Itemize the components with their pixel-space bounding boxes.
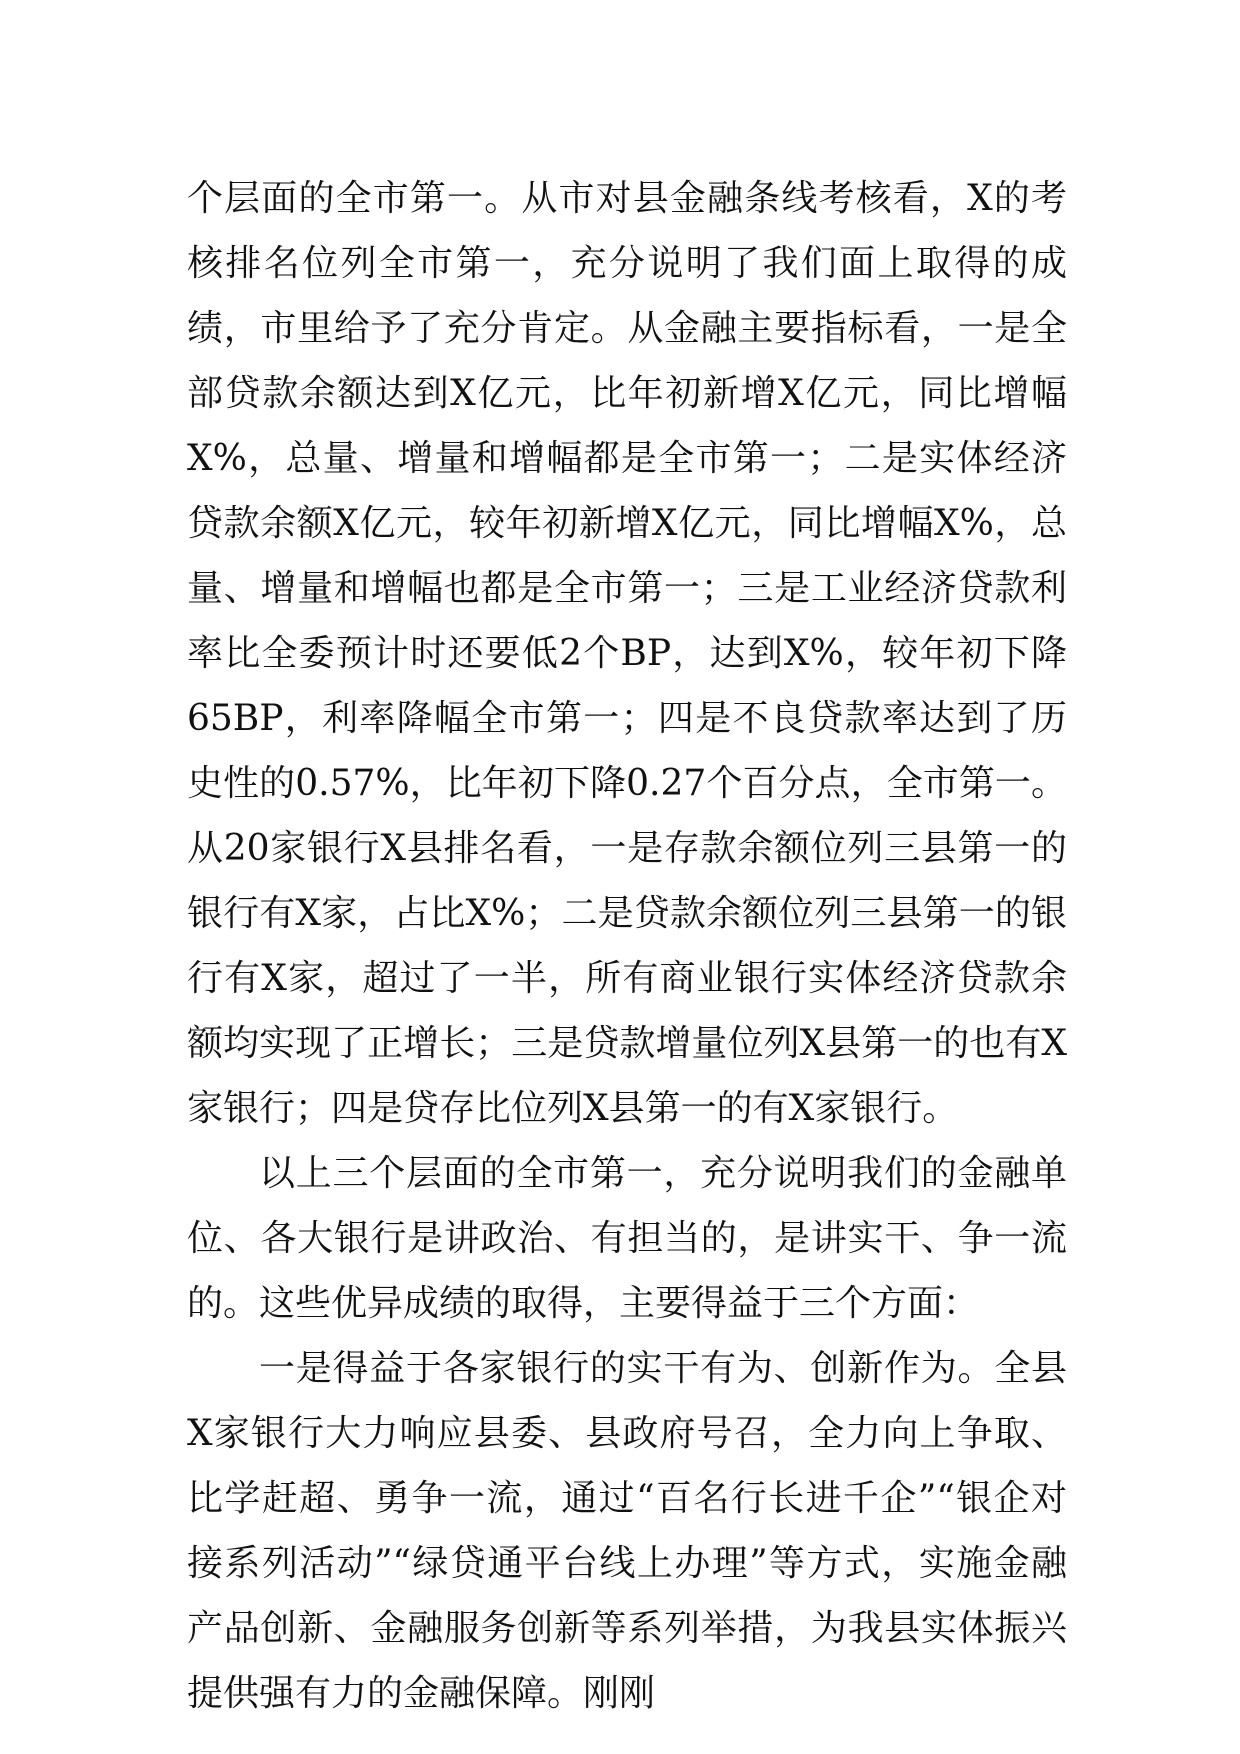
paragraph-2: 以上三个层面的全市第一，充分说明我们的金融单位、各大银行是讲政治、有担当的，是讲实干、争一流的。这些优异成绩的取得，主要得益于三个方面： <box>187 1153 1067 1324</box>
document-body <box>187 166 1067 1726</box>
paragraph-1: 个层面的全市第一。从市对县金融条线考核看，X的考核排名位列全市第一，充分说明了我们面上取得的成绩，市里给予了充分肯定。从金融主要指标看，一是全部贷款余额达到X亿元，比年初新增X亿元，同比增幅X%，总量、增量和增幅都是全市第一；二是实体经济贷款余额X亿元，较年初新增X亿元，同比增幅X%，总量、增量和增幅也都是全市第一；三是工业经济贷款利率比全委预计时还要低2个BP，达到X%，较年初下降65BP，利率降幅全市第一；四是不良贷款率达到了历史性的0.57%，比年初下降0.27个百分点，全市第一。从20家银行X县排名看，一是存款余额位列三县第一的银行有X家，占比X%；二是贷款余额位列三县第一的银行有X家，超过了一半，所有商业银行实体经济贷款余额均实现了正增长；三是贷款增量位列X县第一的也有X家银行；四是贷存比位列X县第一的有X家银行。 <box>187 178 1067 1129</box>
paragraph-3: 一是得益于各家银行的实干有为、创新作为。全县X家银行大力响应县委、县政府号召，全力向上争取、比学赶超、勇争一流，通过“百名行长进千企”“银企对接系列活动”“绿贷通平台线上办理”等方式，实施金融产品创新、金融服务创新等系列举措，为我县实体振兴提供强有力的金融保障。刚刚 <box>187 1348 1067 1714</box>
